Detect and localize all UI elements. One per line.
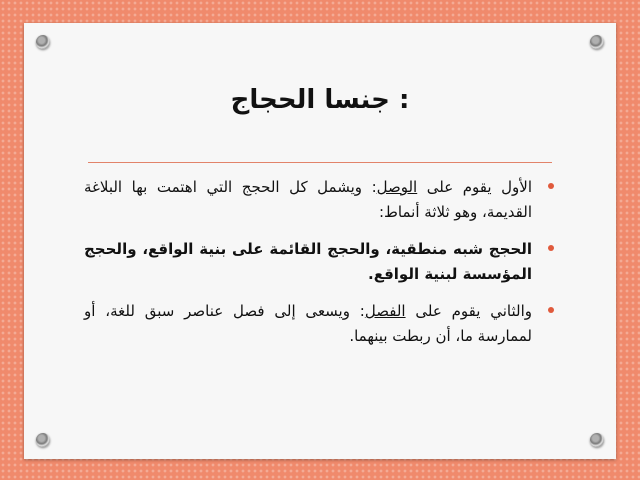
second-prefix: والثاني يقوم على — [405, 302, 532, 320]
argument-types: الحجج شبه منطقية، والحجج القائمة على بنية الواقع، والحجج المؤسسة لبنية الواقع. — [84, 240, 532, 283]
bullet-icon — [548, 307, 554, 313]
second-suffix: : ويسعى إلى فصل عناصر سبق للغة، أو لممارسة ما، أن ربطت بينهما. — [84, 302, 532, 345]
bullet-item-types — [84, 237, 558, 287]
first-suffix: : ويشمل كل الحجج التي اهتمت بها البلاغة القديمة، وهو ثلاثة أنماط: — [84, 178, 532, 221]
slide-title: جنسا الحجاج : — [230, 85, 410, 115]
slide-content — [84, 175, 558, 361]
first-term: الوصل — [376, 178, 418, 196]
pin-icon — [36, 35, 50, 49]
second-term: الفصل — [364, 302, 406, 320]
bullet-item-first — [84, 175, 558, 225]
bullet-icon — [548, 183, 554, 189]
pin-icon — [590, 433, 604, 447]
bullet-item-second — [84, 299, 558, 349]
first-prefix: الأول يقوم على — [417, 178, 532, 196]
pin-icon — [36, 433, 50, 447]
bullet-icon — [548, 245, 554, 251]
slide — [24, 23, 616, 459]
title-divider — [88, 162, 552, 163]
pin-icon — [590, 35, 604, 49]
